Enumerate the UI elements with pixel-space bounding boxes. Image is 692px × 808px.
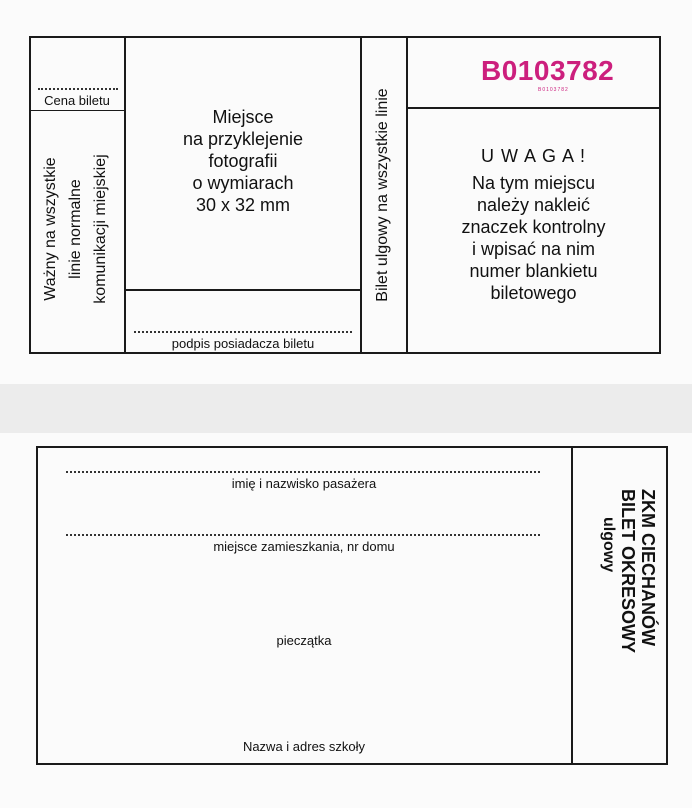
issuer-line-3: ulgowy — [600, 517, 617, 573]
photo-line-2: na przyklejenie — [182, 129, 304, 149]
price-divider — [30, 110, 124, 111]
notice-text — [407, 172, 660, 304]
validity-line-1: Ważny na wszystkie — [42, 157, 59, 301]
notice-line-1: Na tym miejscu — [471, 173, 596, 193]
notice-line-2: należy nakleić — [476, 195, 591, 215]
price-dotted-line — [38, 88, 118, 90]
validity-text — [38, 124, 113, 334]
signature-label: podpis posiadacza biletu — [171, 336, 315, 351]
notice-line-4: i wpisać na nim — [471, 239, 596, 259]
signature-dotted-line — [134, 331, 352, 333]
name-dotted-line — [66, 471, 540, 473]
photo-placeholder-text — [125, 106, 361, 216]
photo-line-3: fotografii — [208, 151, 278, 171]
validity-line-2: linie normalne — [67, 179, 84, 279]
ticket-back — [0, 433, 692, 808]
back-border — [36, 446, 668, 765]
photo-line-4: o wymiarach — [192, 173, 294, 193]
school-field-label: Nazwa i adres szkoły — [242, 739, 366, 754]
divider-issuer — [571, 447, 573, 764]
issuer-line-1: ZKM CIECHANÓW — [638, 489, 658, 646]
issuer-block — [598, 489, 658, 719]
notice-line-6: biletowego — [490, 283, 577, 303]
price-label: Cena biletu — [44, 93, 110, 108]
issuer-line-2: BILET OKRESOWY — [618, 489, 638, 654]
photo-line-5: 30 x 32 mm — [195, 195, 291, 215]
notice-line-3: znaczek kontrolny — [461, 217, 606, 237]
serial-number: B0103782 — [481, 55, 615, 86]
ticket-front — [0, 0, 692, 384]
name-field-label: imię i nazwisko pasażera — [231, 476, 377, 491]
signature-area-divider — [125, 289, 361, 291]
serial-number-mini: B0103782 — [538, 87, 569, 93]
photo-line-1: Miejsce — [212, 107, 274, 127]
notice-title: U W A G A ! — [480, 146, 587, 166]
serial-divider — [407, 107, 660, 109]
stamp-field-label: pieczątka — [276, 633, 332, 648]
address-dotted-line — [66, 534, 540, 536]
validity-line-3: komunikacji miejskiej — [92, 154, 109, 304]
address-field-label: miejsce zamieszkania, nr domu — [213, 539, 395, 554]
notice-line-5: numer blankietu — [469, 261, 598, 281]
side-label: Bilet ulgowy na wszystkie linie — [374, 88, 391, 302]
